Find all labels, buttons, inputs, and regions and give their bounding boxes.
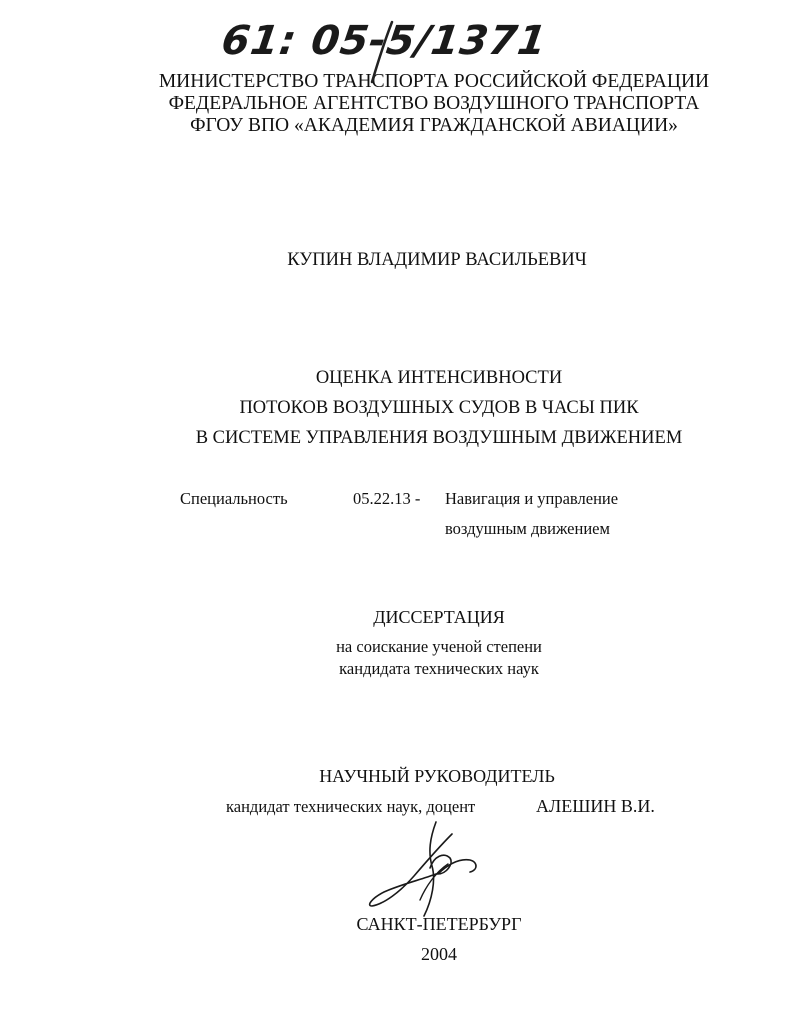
supervisor-degree: кандидат технических наук, доцент	[226, 797, 476, 816]
specialty-name-line-1: Навигация и управление	[445, 489, 619, 508]
author-name: КУПИН ВЛАДИМИР ВАСИЛЬЕВИЧ	[287, 250, 587, 270]
degree-purpose-line: на соискание ученой степени	[336, 637, 542, 656]
specialty-name-line-2: воздушным движением	[445, 519, 610, 538]
city: САНКТ-ПЕТЕРБУРГ	[356, 914, 522, 934]
title-line-1: ОЦЕНКА ИНТЕНСИВНОСТИ	[315, 368, 563, 388]
degree-name-line: кандидата технических наук	[339, 659, 539, 678]
ministry-line: МИНИСТЕРСТВО ТРАНСПОРТА РОССИЙСКОЙ ФЕДЕРАЦИИ	[158, 71, 710, 92]
specialty-label: Специальность	[180, 489, 288, 508]
specialty-code: 05.22.13 -	[353, 489, 421, 508]
title-line-3: В СИСТЕМЕ УПРАВЛЕНИЯ ВОЗДУШНЫМ ДВИЖЕНИЕМ	[195, 428, 683, 448]
title-line-2: ПОТОКОВ ВОЗДУШНЫХ СУДОВ В ЧАСЫ ПИК	[239, 398, 639, 418]
year: 2004	[421, 944, 457, 964]
supervisor-name: АЛЕШИН В.И.	[536, 796, 655, 816]
dissertation-heading: ДИССЕРТАЦИЯ	[373, 607, 505, 627]
agency-line: ФЕДЕРАЛЬНОЕ АГЕНТСТВО ВОЗДУШНОГО ТРАНСПОРТА	[168, 93, 700, 114]
academy-line: ФГОУ ВПО «АКАДЕМИЯ ГРАЖДАНСКОЙ АВИАЦИИ»	[190, 115, 678, 136]
archive-number: 61: 05-5/1371	[218, 18, 550, 64]
supervisor-heading: НАУЧНЫЙ РУКОВОДИТЕЛЬ	[319, 766, 555, 786]
